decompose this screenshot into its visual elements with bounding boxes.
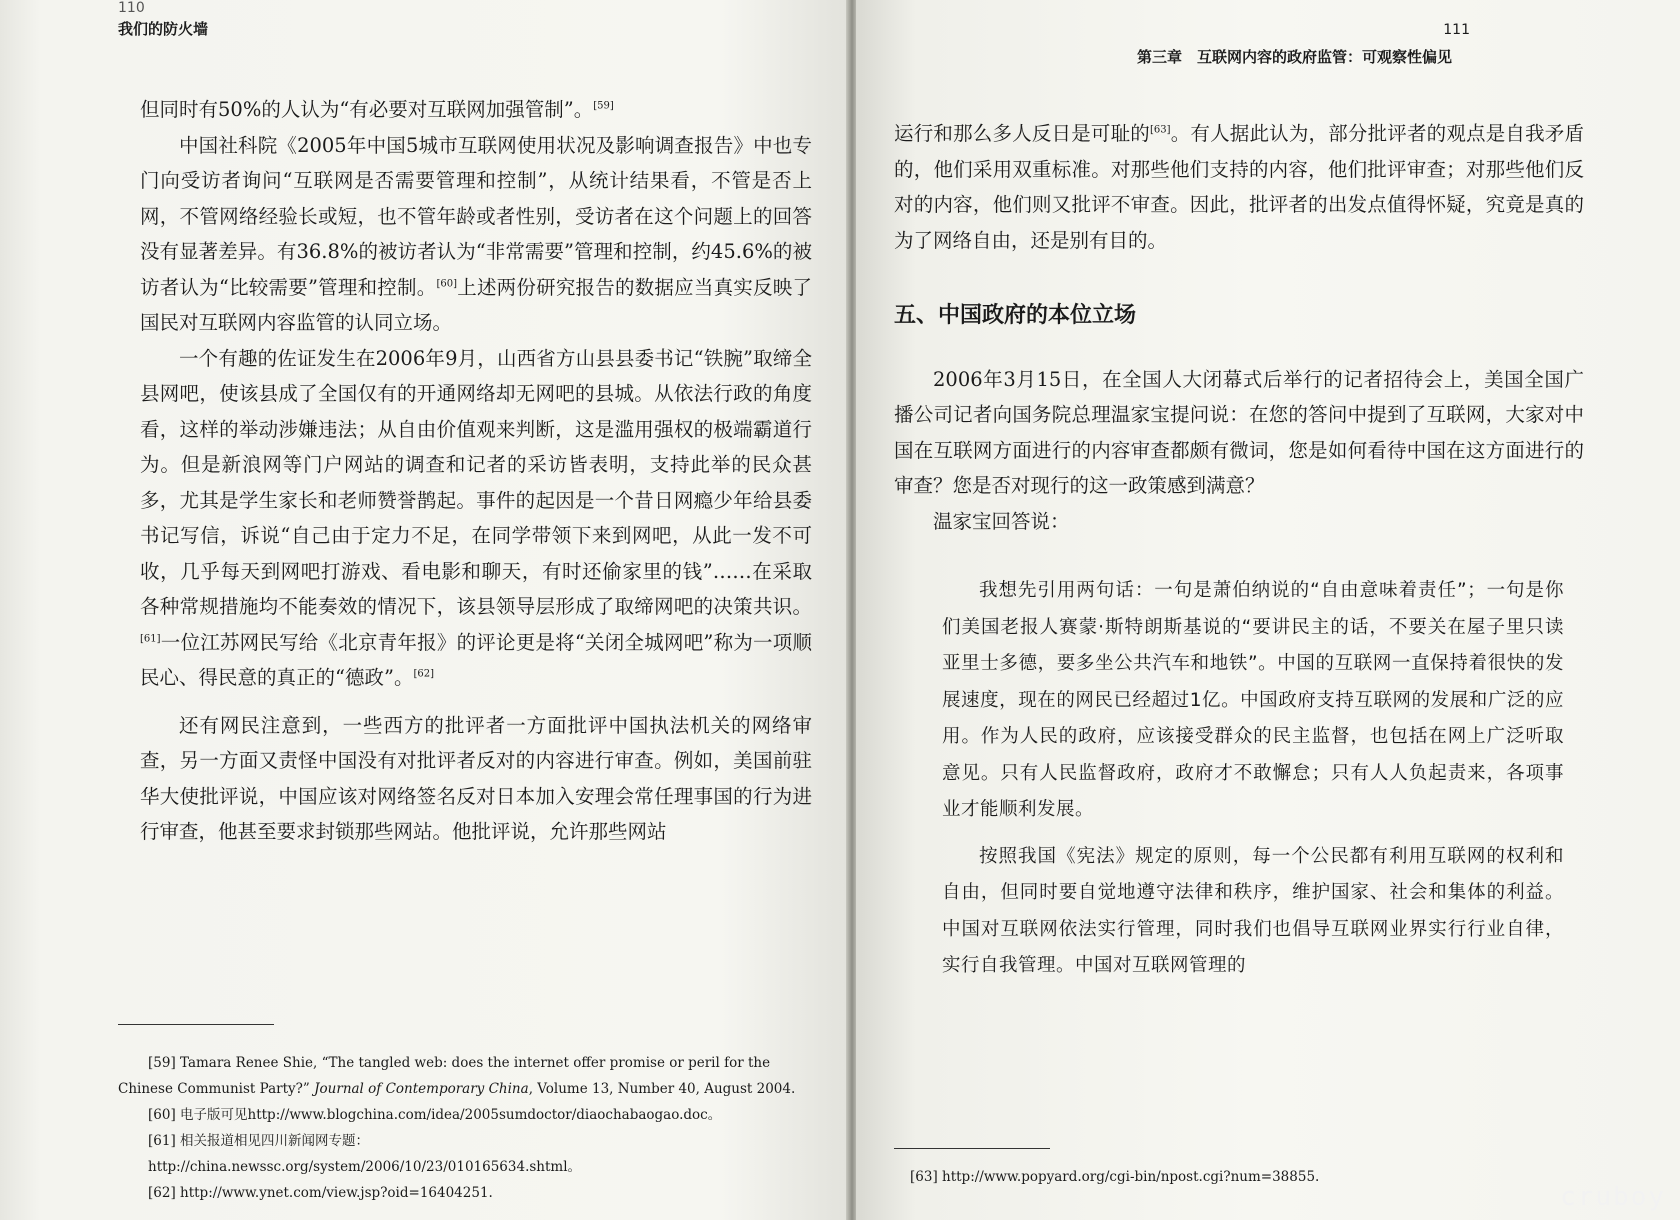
paragraph: 中国社科院《2005年中国5城市互联网使用状况及影响调查报告》中也专门向受访者询问“互联网是否需要管理和控制”，从统计结果看，不管是否上网，不管网络经验长或短，也不管年龄或者性别，受访者在这个问题上的回答没有显著差异。有36.8%的被访者认为“非常需要”管理和控制，约45.6%的被访者认为“比较需要”管理和控制。[60]上述两份研究报告的数据应当真实反映了国民对互联网内容监管的认同立场。: [140, 133, 812, 334]
footnotes-left: [118, 1050, 798, 1206]
footnote-61: [61] 相关报道相见四川新闻网专题：http://china.newssc.org/system/2006/10/23/010165634.shtml。: [148, 1133, 582, 1175]
quote-paragraph: 按照我国《宪法》规定的原则，每一个公民都有利用互联网的权利和自由，但同时要自觉地遵守法律和秩序，维护国家、社会和集体的利益。中国对互联网依法实行管理，同时我们也倡导互联网业界实行行业自律，实行自我管理。中国对互联网管理的: [942, 845, 1564, 976]
footnote-63: [63] http://www.popyard.org/cgi-bin/npost.cgi?num=38855.: [910, 1169, 1320, 1185]
paragraph: 还有网民注意到，一些西方的批评者一方面批评中国执法机关的网络审查，另一方面又责怪中国没有对批评者反对的内容进行审查。例如，美国前驻华大使批评说，中国应该对网络签名反对日本加入安理会常任理事国的行为进行审查，他甚至要求封锁那些网站。他批评说，允许那些网站: [140, 713, 812, 843]
left-body-text: [140, 92, 812, 850]
paragraph: 一个有趣的佐证发生在2006年9月，山西省方山县县委书记“铁腕”取缔全县网吧，使该县成了全国仅有的开通网络却无网吧的县城。从依法行政的角度看，这样的举动涉嫌违法；从自由价值观来判断，这是滥用强权的极端霸道行为。但是新浪网等门户网站的调查和记者的采访皆表明，支持此举的民众甚多，尤其是学生家长和老师赞誉鹊起。事件的起因是一个昔日网瘾少年给县委书记写信，诉说“自己由于定力不足，在同学带领下来到网吧，从此一发不可收，几乎每天到网吧打游戏、看电影和聊天，有时还偷家里的钱”……在采取各种常规措施均不能奏效的情况下，该县领导层形成了取缔网吧的决策共识。[61]一位江苏网民写给《北京青年报》的评论更是将“关闭全城网吧”称为一项顺民心、得民意的真正的“德政”。[62]: [140, 346, 812, 689]
footnote-62: [62] http://www.ynet.com/view.jsp?oid=16404251.: [148, 1185, 493, 1201]
footnote-ref[interactable]: [63]: [1149, 124, 1171, 136]
footnote-59: [59] Tamara Renee Shie, “The tangled web: does the internet offer promise or peril for the Chinese Communist Party?” Journal of Contemporary China, Volume 13, Number 40, August 2004.: [118, 1055, 796, 1097]
paragraph: 温家宝回答说：: [933, 509, 1070, 533]
footnote-ref[interactable]: [61]: [140, 633, 161, 644]
block-quote: [942, 573, 1564, 985]
watermark: cruboy: [1560, 1182, 1666, 1212]
right-page: [856, 0, 1680, 1220]
right-body-text: [894, 116, 1584, 985]
paragraph: 2006年3月15日，在全国人大闭幕式后举行的记者招待会上，美国全国广播公司记者向国务院总理温家宝提问说：在您的答问中提到了互联网，大家对中国在互联网方面进行的内容审查都颇有微词，您是如何看待中国在这方面进行的审查？您是否对现行的这一政策感到满意？: [894, 367, 1584, 497]
page-number-right: 111: [1443, 22, 1470, 38]
running-head-left: 我们的防火墙: [118, 20, 209, 38]
running-head-right: 第三章 互联网内容的政府监管：可观察性偏见: [1136, 48, 1452, 66]
section-heading: 五、中国政府的本位立场: [894, 303, 1137, 328]
quote-paragraph: 我想先引用两句话：一句是萧伯纳说的“自由意味着责任”；一句是你们美国老报人赛蒙·斯特朗斯基说的“要讲民主的话，不要关在屋子里只读亚里士多德，要多坐公共汽车和地铁”。中国的互联网一直保持着很快的发展速度，现在的网民已经超过1亿。中国政府支持互联网的发展和广泛的应用。作为人民的政府，应该接受群众的民主监督，也包括在网上广泛听取意见。只有人民监督政府，政府才不敢懈怠；只有人人负起责来，各项事业才能顺利发展。: [942, 580, 1564, 820]
paragraph: 但同时有50%的人认为“有必要对互联网加强管制”。[59]: [140, 98, 614, 121]
footnote-ref[interactable]: [60]: [436, 278, 457, 289]
footnotes-right: [910, 1164, 1600, 1190]
footnote-ref[interactable]: [59]: [593, 100, 614, 112]
paragraph: 运行和那么多人反日是可耻的[63]。有人据此认为，部分批评者的观点是自我矛盾的，他们采用双重标准。对那些他们支持的内容，他们批评审查；对那些他们反对的内容，他们则又批评不审查。因此，批评者的出发点值得怀疑，究竟是真的为了网络自由，还是别有目的。: [894, 122, 1584, 252]
footnote-60: [60] 电子版可见http://www.blogchina.com/idea/2005sumdoctor/diaochabaogao.doc。: [148, 1107, 722, 1123]
footnote-rule: [894, 1148, 1050, 1149]
footnote-rule: [118, 1024, 274, 1025]
footnote-ref[interactable]: [62]: [413, 668, 434, 680]
page-number-left: 110: [118, 0, 145, 16]
